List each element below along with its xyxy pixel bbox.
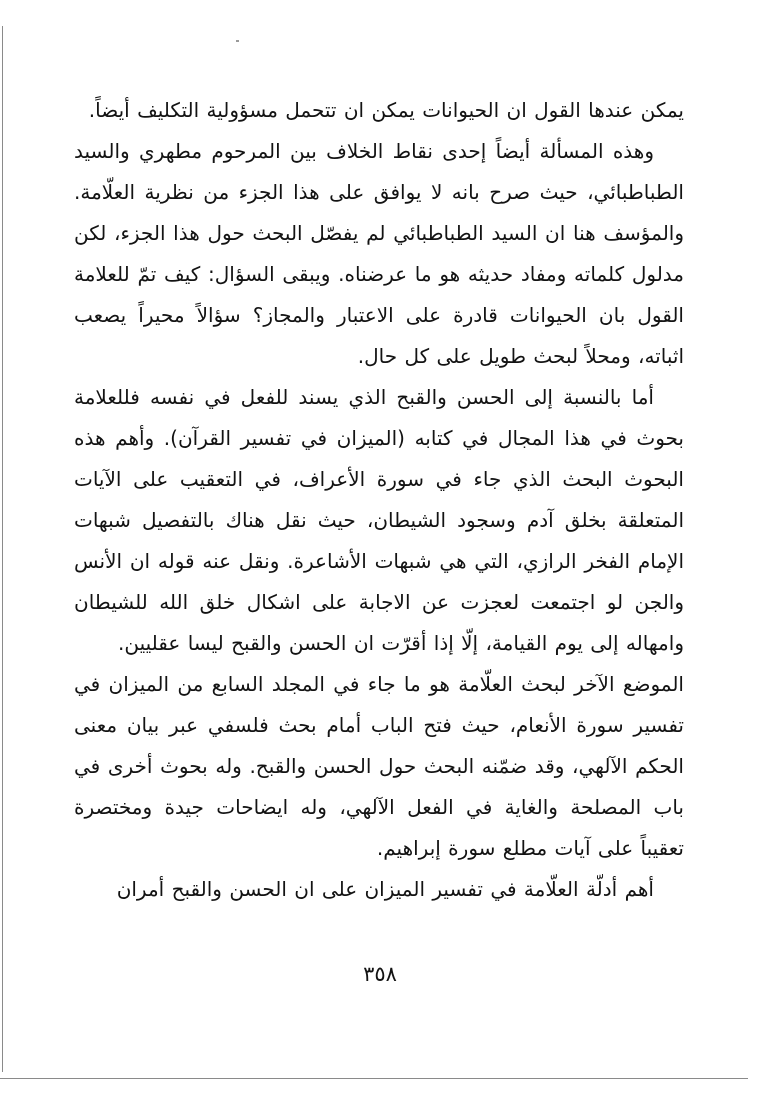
paragraph-3: أما بالنسبة إلى الحسن والقبح الذي يسند للفعل في نفسه فللعلامة بحوث في هذا المجال في كتابه (الميزان في تفسير القرآن). وأهم هذه البحوث البحث الذي جاء في سورة الأعراف، في التعقيب على الآيات المتعلقة بخلق آدم وسجود الشيطان، حيث نقل هناك بالتفصيل شبهات الإمام الفخر الرازي، التي هي شبهات الأشاعرة. ونقل عنه قوله ان الأنس والجن لو اجتمعت لعجزت عن الاجابة على اشكال خلق الله للشيطان وامهاله إلى يوم القيامة، إلّا إذا أقرّت ان الحسن والقبح ليسا عقليين. — [74, 385, 684, 655]
paragraph-2: وهذه المسألة أيضاً إحدى نقاط الخلاف بين المرحوم مطهري والسيد الطباطبائي، حيث صرح بانه لا يوافق على هذا الجزء من نظرية العلّامة. والمؤسف هنا ان السيد الطباطبائي لم يفصّل البحث حول هذا الجزء، لكن مدلول كلماته ومفاد حديثه هو ما عرضناه. ويبقى السؤال: كيف تمّ للعلامة القول بان الحيوانات قادرة على الاعتبار والمجاز؟ سؤالاً محيراً يصعب اثباته، ومحلاً لبحث طويل على كل حال. — [74, 139, 684, 368]
paragraph-4: الموضع الآخر لبحث العلّامة هو ما جاء في المجلد السابع من الميزان في تفسير سورة الأنعام، حيث فتح الباب أمام بحث فلسفي عبر بيان معنى الحكم الآلهي، وقد ضمّنه البحث حول الحسن والقبح. وله بحوث أخرى في باب المصلحة والغاية في الفعل الآلهي، وله ايضاحات جيدة ومختصرة تعقيباً على آيات مطلع سورة إبراهيم. — [74, 672, 684, 860]
paragraph-1: يمكن عندها القول ان الحيوانات يمكن ان تتحمل مسؤولية التكليف أيضاً. — [88, 98, 684, 122]
body-text — [74, 90, 684, 910]
paragraph-5: أهم أدلّة العلّامة في تفسير الميزان على ان الحسن والقبح أمران — [116, 877, 654, 901]
scan-speck-artifact — [236, 40, 239, 42]
page-number: ٣٥٨ — [363, 962, 397, 986]
scan-left-edge-artifact — [2, 26, 3, 1072]
scan-bottom-edge-artifact — [0, 1078, 748, 1079]
